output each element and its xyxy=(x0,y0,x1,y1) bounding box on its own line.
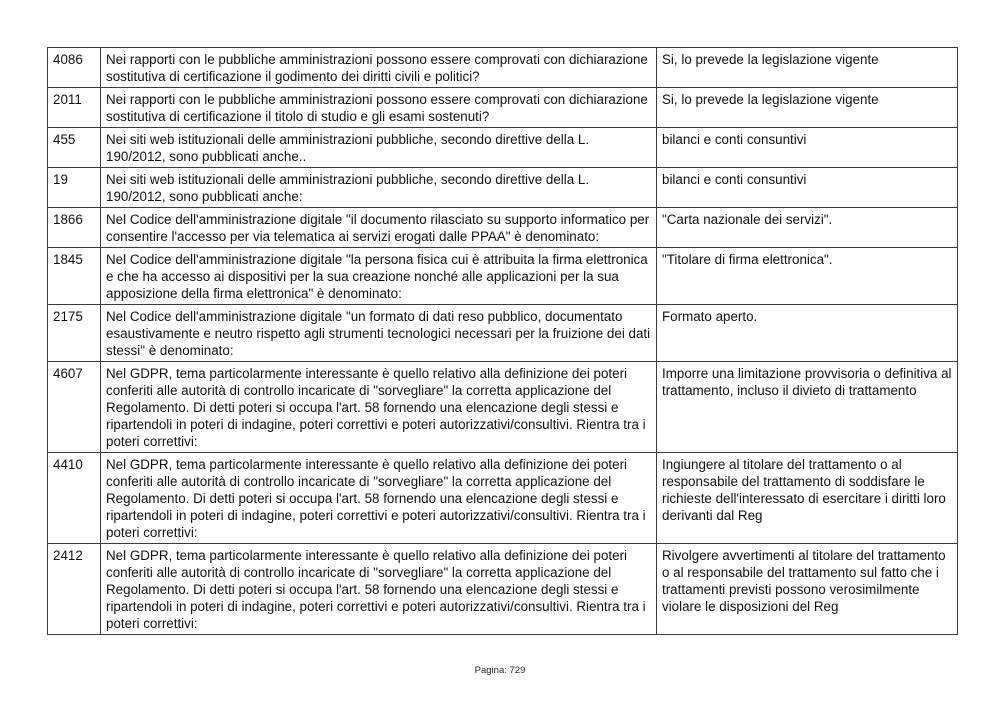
table-row xyxy=(48,305,958,362)
question-id: 4607 xyxy=(48,362,101,453)
question-text: Nel GDPR, tema particolarmente interessante è quello relativo alla definizione dei poteri conferiti alle autorità di controllo incaricate di "sorvegliare" la corretta applicazione del Regolamento. Di detti poteri si occupa l'art. 58 fornendo una elencazione degli stessi e ripartendoli in poteri di indagine, poteri correttivi e poteri autorizzativi/consultivi. Rientra tra i poteri correttivi: xyxy=(101,544,657,635)
question-id: 4410 xyxy=(48,453,101,544)
answer-text: Ingiungere al titolare del trattamento o al responsabile del trattamento di soddisfare le richieste dell'interessato di esercitare i diritti loro derivanti dal Reg xyxy=(657,453,958,544)
answer-text: Si, lo prevede la legislazione vigente xyxy=(657,48,958,88)
page-number-footer: Pagina: 729 xyxy=(474,665,526,676)
question-id: 2175 xyxy=(48,305,101,362)
question-text: Nei siti web istituzionali delle amministrazioni pubbliche, secondo direttive della L. 190/2012, sono pubblicati anche.. xyxy=(101,128,657,168)
question-text: Nel GDPR, tema particolarmente interessante è quello relativo alla definizione dei poteri conferiti alle autorità di controllo incaricate di "sorvegliare" la corretta applicazione del Regolamento. Di detti poteri si occupa l'art. 58 fornendo una elencazione degli stessi e ripartendoli in poteri di indagine, poteri correttivi e poteri autorizzativi/consultivi. Rientra tra i poteri correttivi: xyxy=(101,362,657,453)
table-row xyxy=(48,208,958,248)
answer-text: "Titolare di firma elettronica". xyxy=(657,248,958,305)
table-row xyxy=(48,128,958,168)
table-row xyxy=(48,168,958,208)
table-row xyxy=(48,453,958,544)
answer-text: "Carta nazionale dei servizi". xyxy=(657,208,958,248)
table-row xyxy=(48,362,958,453)
table-row xyxy=(48,544,958,635)
question-id: 2412 xyxy=(48,544,101,635)
answer-text: Si, lo prevede la legislazione vigente xyxy=(657,88,958,128)
answer-text: Rivolgere avvertimenti al titolare del trattamento o al responsabile del trattamento sul fatto che i trattamenti previsti possono verosimilmente violare le disposizioni del Reg xyxy=(657,544,958,635)
question-id: 19 xyxy=(48,168,101,208)
answer-text: Formato aperto. xyxy=(657,305,958,362)
answer-text: bilanci e conti consuntivi xyxy=(657,168,958,208)
question-text: Nei siti web istituzionali delle amministrazioni pubbliche, secondo direttive della L. 190/2012, sono pubblicati anche: xyxy=(101,168,657,208)
question-text: Nel Codice dell'amministrazione digitale "un formato di dati reso pubblico, documentato esaustivamente e neutro rispetto agli strumenti tecnologici necessari per la fruizione dei dati stessi" è denominato: xyxy=(101,305,657,362)
question-id: 1866 xyxy=(48,208,101,248)
qa-table-body xyxy=(48,48,958,635)
question-id: 455 xyxy=(48,128,101,168)
question-text: Nel Codice dell'amministrazione digitale "il documento rilasciato su supporto informatico per consentire l'accesso per via telematica ai servizi erogati dalle PPAA" è denominato: xyxy=(101,208,657,248)
table-row xyxy=(48,48,958,88)
question-text: Nei rapporti con le pubbliche amministrazioni possono essere comprovati con dichiarazione sostitutiva di certificazione il titolo di studio e gli esami sostenuti? xyxy=(101,88,657,128)
question-text: Nel GDPR, tema particolarmente interessante è quello relativo alla definizione dei poteri conferiti alle autorità di controllo incaricate di "sorvegliare" la corretta applicazione del Regolamento. Di detti poteri si occupa l'art. 58 fornendo una elencazione degli stessi e ripartendoli in poteri di indagine, poteri correttivi e poteri autorizzativi/consultivi. Rientra tra i poteri correttivi: xyxy=(101,453,657,544)
question-id: 1845 xyxy=(48,248,101,305)
qa-table xyxy=(47,47,958,635)
question-text: Nel Codice dell'amministrazione digitale "la persona fisica cui è attribuita la firma elettronica e che ha accesso ai dispositivi per la sua creazione nonché alle applicazioni per la sua apposizione della firma elettronica" è denominato: xyxy=(101,248,657,305)
question-text: Nei rapporti con le pubbliche amministrazioni possono essere comprovati con dichiarazione sostitutiva di certificazione il godimento dei diritti civili e politici? xyxy=(101,48,657,88)
table-row xyxy=(48,88,958,128)
question-id: 4086 xyxy=(48,48,101,88)
answer-text: bilanci e conti consuntivi xyxy=(657,128,958,168)
table-row xyxy=(48,248,958,305)
question-id: 2011 xyxy=(48,88,101,128)
answer-text: Imporre una limitazione provvisoria o definitiva al trattamento, incluso il divieto di trattamento xyxy=(657,362,958,453)
